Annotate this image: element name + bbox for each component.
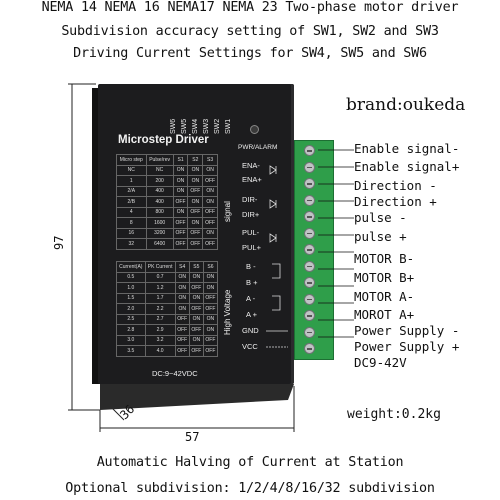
table-cell: S1	[173, 155, 188, 166]
table-cell: OFF	[175, 335, 189, 346]
terminal-label-pul-minus: PUL-	[242, 228, 260, 237]
table-cell: S6	[203, 262, 217, 273]
current-table	[116, 261, 218, 357]
table-row	[117, 218, 218, 229]
table-cell: 1.0	[117, 283, 146, 294]
table-cell: OFF	[203, 218, 218, 229]
table-cell: 1.2	[145, 283, 175, 294]
switch-label-sw5: SW5	[181, 118, 188, 134]
screw-icon	[304, 178, 315, 189]
table-cell: OFF	[189, 304, 203, 315]
table-cell: 8	[117, 218, 147, 229]
terminal-label-gnd: GND	[242, 326, 259, 335]
table-cell: OFF	[175, 346, 189, 357]
terminal-label-dir-plus: DIR+	[242, 210, 260, 219]
table-cell: 4.0	[145, 346, 175, 357]
microstep-table	[116, 154, 218, 250]
table-cell: 1.5	[117, 293, 146, 304]
header-line-3: Driving Current Settings for SW4, SW5 and SW6	[73, 46, 427, 61]
table-row	[117, 165, 218, 176]
table-cell: 6400	[146, 239, 173, 250]
table-cell: 200	[146, 176, 173, 187]
table-cell: 32	[117, 239, 147, 250]
table-row	[117, 335, 218, 346]
pin-label-enable-plus: Enable signal+	[354, 159, 460, 174]
table-row	[117, 314, 218, 325]
table-cell: 2.2	[145, 304, 175, 315]
switch-label-sw3: SW3	[203, 118, 210, 134]
dimension-height: 97	[52, 235, 66, 250]
table-cell: ON	[188, 176, 203, 187]
pin-label-motor-a-plus: MOROT A+	[354, 307, 415, 322]
table-cell: S5	[189, 262, 203, 273]
driver-title: Microstep Driver	[118, 134, 209, 146]
table-row	[117, 325, 218, 336]
table-cell: 2/B	[117, 197, 147, 208]
terminal-label-ena-minus: ENA-	[242, 161, 260, 170]
table-cell: ON	[189, 335, 203, 346]
pin-label-motor-a-minus: MOTOR A-	[354, 289, 415, 304]
circuit-symbols	[262, 160, 294, 360]
terminal-label-a-minus: A -	[246, 294, 256, 303]
switch-label-sw4: SW4	[192, 118, 199, 134]
table-row	[117, 176, 218, 187]
weight-label: weight:0.2kg	[347, 407, 441, 422]
table-cell: ON	[203, 197, 218, 208]
table-cell: 3.5	[117, 346, 146, 357]
header-line-1: NEMA 14 NEMA 16 NEMA17 NEMA 23 Two-phase motor driver	[41, 0, 459, 15]
terminal-label-ena-plus: ENA+	[242, 175, 262, 184]
screw-icon	[304, 228, 315, 239]
table-cell: ON	[189, 272, 203, 283]
table-cell: ON	[203, 283, 217, 294]
table-cell: ON	[173, 176, 188, 187]
table-row	[117, 346, 218, 357]
current-table-header	[117, 262, 218, 273]
signal-vertical-label: signal	[223, 201, 232, 222]
table-row	[117, 186, 218, 197]
dc-rating-label: DC:9~42VDC	[152, 369, 198, 378]
table-cell: OFF	[173, 197, 188, 208]
table-cell: ON	[173, 165, 188, 176]
footer-line-2: Optional subdivision: 1/2/4/8/16/32 subdivision	[65, 481, 435, 496]
table-row	[117, 239, 218, 250]
table-cell: S3	[203, 155, 218, 166]
table-cell: OFF	[173, 228, 188, 239]
callout-lines	[318, 140, 358, 362]
table-row	[117, 207, 218, 218]
footer-line-1: Automatic Halving of Current at Station	[96, 455, 404, 470]
pwr-alarm-label: PWR/ALARM	[238, 144, 278, 151]
table-cell: ON	[188, 197, 203, 208]
table-cell: 400	[146, 197, 173, 208]
table-cell: ON	[173, 186, 188, 197]
table-cell: 2.8	[117, 325, 146, 336]
table-cell: 2.9	[145, 325, 175, 336]
pin-label-pulse-minus: pulse -	[354, 210, 407, 225]
table-cell: NC	[146, 165, 173, 176]
table-cell: ON	[188, 218, 203, 229]
table-row	[117, 197, 218, 208]
table-cell: 2.5	[117, 314, 146, 325]
table-cell: 2/A	[117, 186, 147, 197]
table-cell: 1.7	[145, 293, 175, 304]
table-cell: ON	[175, 304, 189, 315]
table-cell: OFF	[203, 207, 218, 218]
screw-icon	[304, 294, 315, 305]
table-cell: ON	[175, 293, 189, 304]
switch-label-sw1: SW1	[225, 118, 232, 134]
table-cell: 800	[146, 207, 173, 218]
table-row	[117, 272, 218, 283]
table-cell: 3200	[146, 228, 173, 239]
screw-icon	[304, 343, 315, 354]
table-cell: 0.5	[117, 272, 146, 283]
screw-icon	[304, 145, 315, 156]
terminal-label-b-minus: B -	[246, 262, 256, 271]
pin-label-motor-b-minus: MOTOR B-	[354, 251, 415, 266]
table-cell: NC	[117, 165, 147, 176]
table-cell: OFF	[173, 218, 188, 229]
table-cell: ON	[203, 314, 217, 325]
table-cell: OFF	[188, 228, 203, 239]
led-indicator	[250, 125, 259, 134]
dimension-depth: 36	[117, 401, 138, 423]
table-cell: ON	[189, 293, 203, 304]
table-cell: ON	[203, 165, 218, 176]
table-cell: OFF	[203, 239, 218, 250]
terminal-label-vcc: VCC	[242, 342, 258, 351]
pin-label-power-plus: Power Supply +	[354, 339, 460, 354]
table-row	[117, 283, 218, 294]
table-row	[117, 228, 218, 239]
pin-label-dc-range: DC9-42V	[354, 355, 407, 370]
terminal-label-b-plus: B +	[246, 278, 258, 287]
pin-label-pulse-plus: pulse +	[354, 229, 407, 244]
table-cell: Pulse/rev	[146, 155, 173, 166]
table-cell: ON	[188, 165, 203, 176]
pin-label-power-minus: Power Supply -	[354, 323, 460, 338]
table-cell: OFF	[189, 325, 203, 336]
table-cell: ON	[203, 228, 218, 239]
table-cell: ON	[189, 314, 203, 325]
table-cell: OFF	[173, 239, 188, 250]
table-cell: 1	[117, 176, 147, 187]
table-cell: 3.2	[145, 335, 175, 346]
table-cell: S2	[188, 155, 203, 166]
high-voltage-vertical-label: High Voltage	[223, 289, 232, 335]
terminal-label-dir-minus: DIR-	[242, 195, 258, 204]
screw-icon	[304, 277, 315, 288]
dimension-width: 57	[185, 430, 200, 444]
switch-label-sw2: SW2	[214, 118, 221, 134]
table-cell: PK Current	[145, 262, 175, 273]
table-cell: ON	[203, 325, 217, 336]
pin-label-enable-minus: Enable signal-	[354, 141, 460, 156]
table-cell: 2.7	[145, 314, 175, 325]
table-cell: OFF	[203, 346, 217, 357]
screw-icon	[304, 162, 315, 173]
table-cell: OFF	[188, 239, 203, 250]
table-cell: OFF	[203, 176, 218, 187]
header-line-2: Subdivision accuracy setting of SW1, SW2 and SW3	[61, 24, 439, 39]
table-cell: OFF	[189, 283, 203, 294]
screw-icon	[304, 211, 315, 222]
table-cell: ON	[175, 283, 189, 294]
table-cell: OFF	[188, 186, 203, 197]
table-cell: ON	[203, 272, 217, 283]
terminal-label-a-plus: A +	[246, 310, 258, 319]
table-row	[117, 293, 218, 304]
pin-label-direction-minus: Direction -	[354, 178, 437, 193]
table-cell: Micro step	[117, 155, 147, 166]
table-row	[117, 304, 218, 315]
table-cell: 2.0	[117, 304, 146, 315]
table-cell: ON	[173, 207, 188, 218]
screw-icon	[304, 327, 315, 338]
brand-label: brand:oukeda	[346, 95, 466, 115]
table-cell: S4	[175, 262, 189, 273]
table-cell: 4	[117, 207, 147, 218]
table-cell: OFF	[175, 325, 189, 336]
table-cell: Current(A)	[117, 262, 146, 273]
table-cell: OFF	[188, 207, 203, 218]
table-cell: OFF	[189, 346, 203, 357]
screw-icon	[304, 244, 315, 255]
table-cell: OFF	[203, 293, 217, 304]
table-cell: 16	[117, 228, 147, 239]
screw-icon	[304, 195, 315, 206]
screw-icon	[304, 261, 315, 272]
pin-label-motor-b-plus: MOTOR B+	[354, 270, 415, 285]
table-cell: 0.7	[145, 272, 175, 283]
pin-label-direction-plus: Direction +	[354, 194, 437, 209]
screw-icon	[304, 310, 315, 321]
terminal-label-pul-plus: PUL+	[242, 243, 261, 252]
table-cell: OFF	[203, 304, 217, 315]
table-cell: OFF	[203, 335, 217, 346]
table-cell: OFF	[175, 314, 189, 325]
switch-label-sw6: SW6	[170, 118, 177, 134]
table-cell: ON	[203, 186, 218, 197]
microstep-table-header	[117, 155, 218, 166]
table-cell: ON	[175, 272, 189, 283]
table-cell: 1600	[146, 218, 173, 229]
table-cell: 400	[146, 186, 173, 197]
table-cell: 3.0	[117, 335, 146, 346]
